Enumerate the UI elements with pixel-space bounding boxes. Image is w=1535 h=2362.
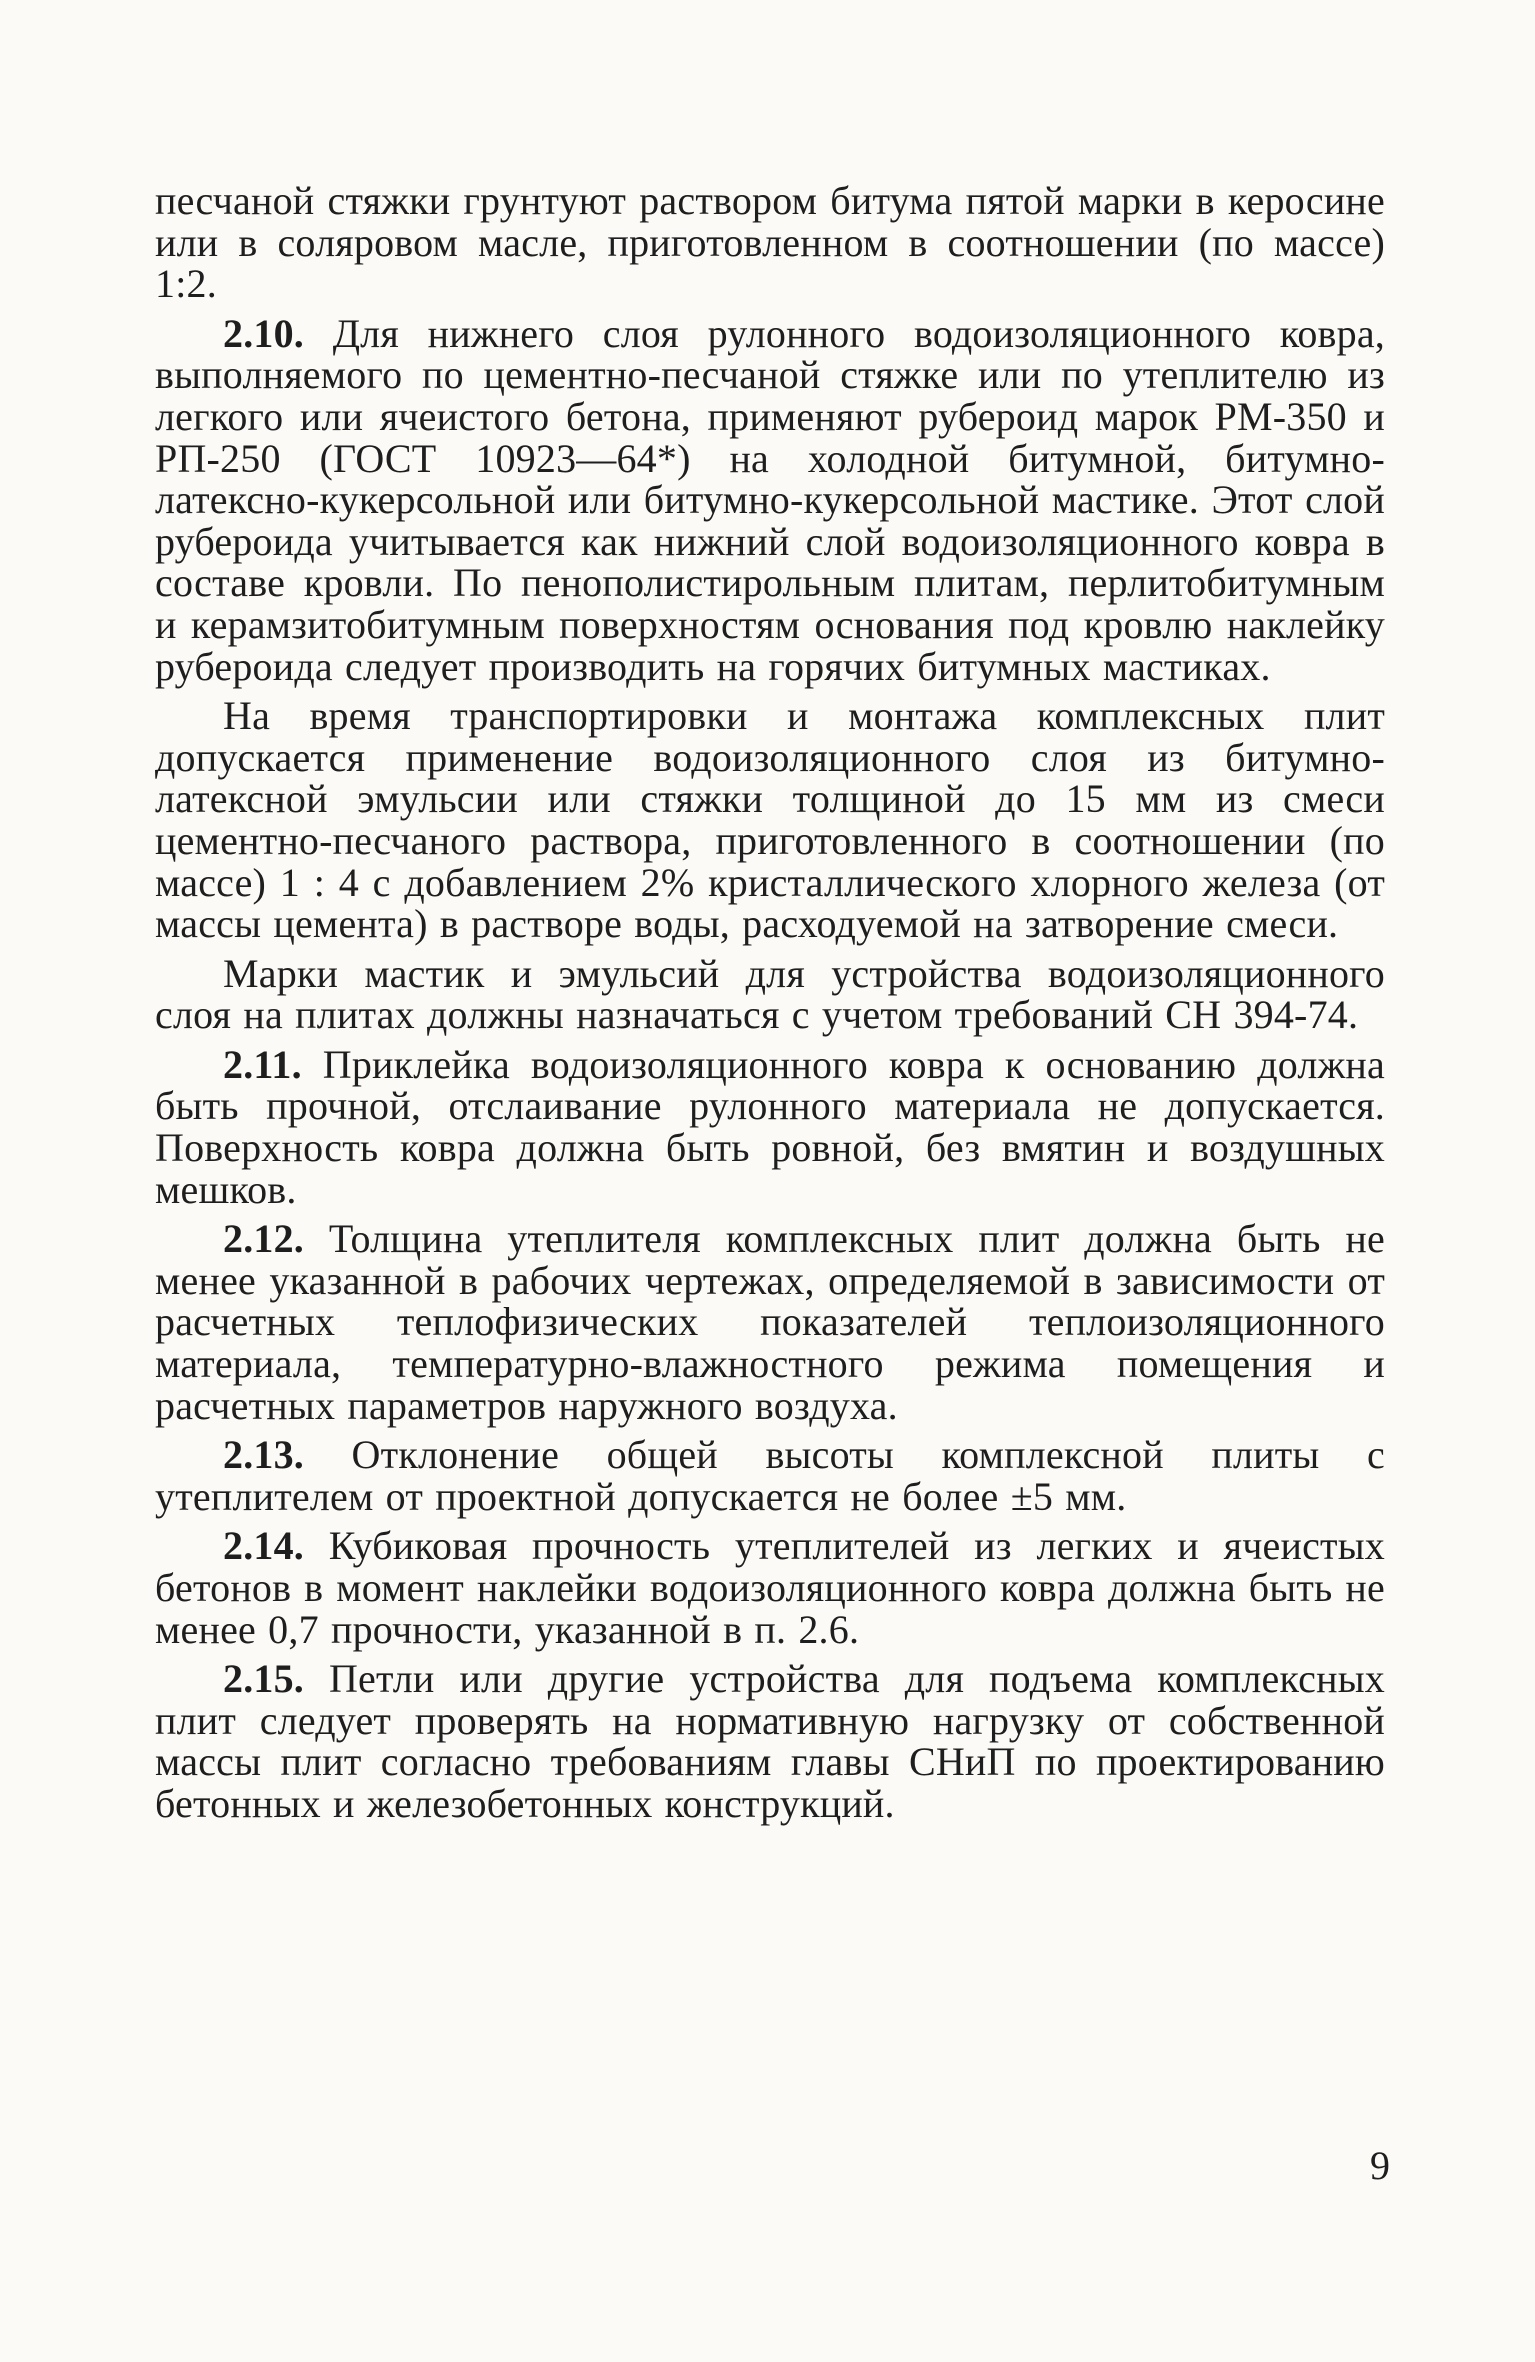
paragraph-text: Для нижнего слоя рулонного водоизоляционного ковра, выполняемого по цементно-песчаной стяжке или по утеплителю из легкого или ячеистого бетона, применяют рубероид марок РМ-350 и РП-250 (ГОСТ 10923—64*) на холодной битумной, битумно-латексно-кукерсольной или битумно-кукерсольной мастике. Этот слой рубероида учитывается как нижний слой водоизоляционного ковра в составе кровли. По пенополистирольным плитам, перлитобитумным и керамзитобитумным поверхностям основания под кровлю наклейку рубероида следует производить на горячих битумных мастиках. <box>155 310 1385 689</box>
paragraph-text: Отклонение общей высоты комплексной плиты с утеплителем от проектной допускается не более ±5 мм. <box>155 1432 1385 1519</box>
paragraph-text: Петли или другие устройства для подъема комплексных плит следует проверять на нормативную нагрузку от собственной массы плит согласно требованиям главы СНиП по проектированию бетонных и железобетонных конструкций. <box>155 1656 1385 1826</box>
page-body <box>155 180 1385 2240</box>
paragraph-text: Приклейка водоизоляционного ковра к основанию должна быть прочной, отслаивание рулонного материала не допускается. Поверхность ковра должна быть ровной, без вмятин и воздушных мешков. <box>155 1041 1385 1212</box>
paragraph-2-15 <box>155 1658 1385 1824</box>
paragraph-text: На время транспортировки и монтажа комплексных плит допускается применение водоизоляционного слоя из битумно-латексной эмульсии или стяжки толщиной до 15 мм из смеси цементно-песчаного раствора, приготовленного в соотношении (по массе) 1 : 4 с добавлением 2% кристаллического хлорного железа (от массы цемента) в растворе воды, расходуемой на затворение смеси. <box>155 693 1385 947</box>
paragraph-text: Марки мастик и эмульсий для устройства водоизоляционного слоя на плитах должны назначаться с учетом требований СН 394-74. <box>155 950 1385 1038</box>
paragraph-2-12 <box>155 1218 1385 1426</box>
paragraph-transport <box>155 695 1385 945</box>
paragraph-number: 2.15. <box>223 1656 304 1702</box>
paragraph-number: 2.13. <box>223 1432 304 1478</box>
paragraph-number: 2.12. <box>223 1216 304 1262</box>
paragraph-number: 2.14. <box>223 1523 304 1569</box>
paragraph-continuation <box>155 180 1385 305</box>
page-number: 9 <box>1370 2143 1390 2188</box>
paragraph-mastic-grades <box>155 950 1385 1038</box>
paragraph-number: 2.11. <box>223 1041 302 1087</box>
paragraph-2-11 <box>155 1041 1385 1212</box>
paragraph-2-14 <box>155 1525 1385 1650</box>
paragraph-number: 2.10. <box>223 310 304 356</box>
document-text <box>155 180 1385 1825</box>
paragraph-text: Толщина утеплителя комплексных плит должна быть не менее указанной в рабочих чертежах, определяемой в зависимости от расчетных теплофизических показателей теплоизоляционного материала, температурно-влажностного режима помещения и расчетных параметров наружного воздуха. <box>155 1216 1385 1428</box>
paragraph-text: песчаной стяжки грунтуют раствором битума пятой марки в керосине или в соляровом масле, приготовленном в соотношении (по массе) 1:2. <box>155 178 1385 307</box>
paragraph-2-13 <box>155 1434 1385 1517</box>
paragraph-text: Кубиковая прочность утеплителей из легких и ячеистых бетонов в момент наклейки водоизоляционного ковра должна быть не менее 0,7 прочности, указанной в п. 2.6. <box>155 1523 1385 1652</box>
paragraph-2-10 <box>155 310 1385 689</box>
